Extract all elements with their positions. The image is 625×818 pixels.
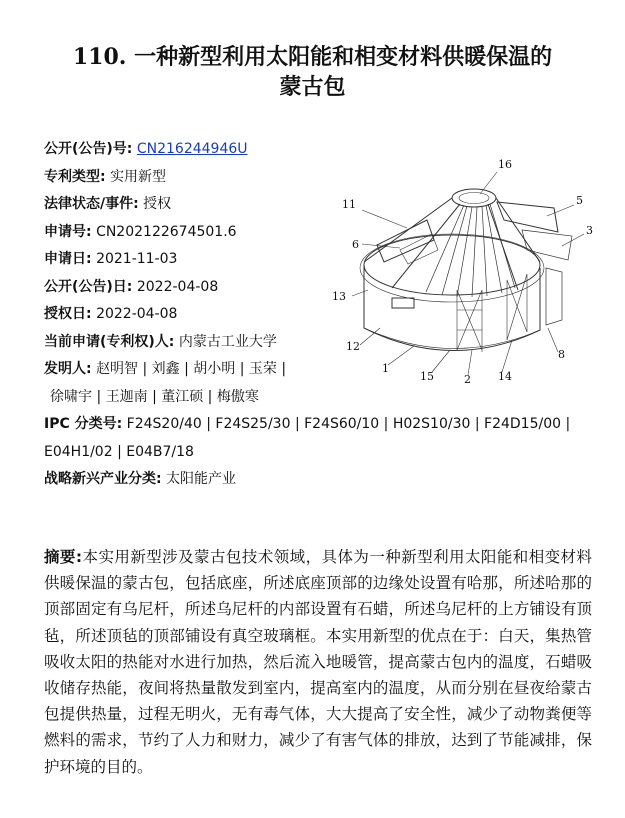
field-value: 太阳能产业 <box>166 471 237 487</box>
field-label: 战略新兴产业分类: <box>44 471 162 487</box>
label-15: 15 <box>420 370 434 383</box>
pub-no-link[interactable]: CN216244946U <box>136 141 248 157</box>
label-12: 12 <box>346 340 360 353</box>
label-2: 2 <box>464 373 471 385</box>
field-label: 公开(公告)号: <box>44 141 133 157</box>
field-label: 专利类型: <box>44 168 106 185</box>
wall-window <box>392 298 414 308</box>
patent-drawing <box>322 150 612 385</box>
field-value: 2022-04-08 <box>96 306 178 322</box>
field-industry <box>44 467 564 495</box>
side-door <box>546 268 562 325</box>
label-6: 6 <box>352 238 359 251</box>
field-label: 申请号: <box>44 223 92 240</box>
field-ipc <box>44 412 571 440</box>
title-line-1: 110. 一种新型利用太阳能和相变材料供暖保温的 <box>72 44 553 70</box>
abstract-text: 本实用新型涉及蒙古包技术领域，具体为一种新型利用太阳能和相变材料供暖保温的蒙古包，包括底座，所述底座顶部的边缘处设置有哈那，所述哈那的顶部固定有乌尼杆，所述乌尼杆的内部设置有石蜡，所述乌尼杆的上方铺设有顶毡，所述顶毡的顶部铺设有真空玻璃框。本实用新型的优点在于：白天，集热管吸收太阳的热能对水进行加热，然后流入地暖管，提高蒙古包内的温度，石蜡吸收储存热能，夜间将热量散发到室内，提高室内的温度，从而分别在昼夜给蒙古包提供热量，过程无明火，无有毒气体，大大提高了安全性，减少了动物粪便等燃料的需求，节约了人力和财力，减少了有害气体的排放，达到了节能减排，保护环境的目的。 <box>44 548 592 776</box>
label-1: 1 <box>382 362 389 375</box>
field-label: 授权日: <box>44 306 92 322</box>
field-value: 实用新型 <box>110 168 167 185</box>
yurt-diagram <box>322 150 612 385</box>
rafters <box>426 204 515 297</box>
field-value: 赵明智 | 刘鑫 | 胡小明 | 玉荣 | <box>96 361 287 377</box>
field-value: CN202122674501.6 <box>96 223 237 240</box>
abstract <box>44 544 592 780</box>
label-5: 5 <box>576 194 583 207</box>
document-title <box>30 42 595 102</box>
label-16: 16 <box>498 158 512 171</box>
field-value: 授权 <box>143 196 172 212</box>
title-line-2: 蒙古包 <box>279 74 346 100</box>
field-value: 2022-04-08 <box>136 278 219 295</box>
field-value: 徐啸宇 | 王迦南 | 董江硕 | 梅傲寒 <box>50 388 259 405</box>
yurt-base-line <box>364 328 540 349</box>
abstract-label: 摘要: <box>44 548 83 566</box>
field-value: F24S20/40 | F24S25/30 | F24S60/10 | H02S10/30 | F24D15/00 | <box>126 416 571 432</box>
solar-collector <box>522 230 572 260</box>
roof-crown <box>452 189 496 207</box>
roof-rim <box>364 235 540 295</box>
roof-panel-right <box>497 202 558 232</box>
field-value: E04H1/02 | E04B7/18 <box>44 443 194 460</box>
field-ipc-cont <box>44 440 564 468</box>
field-inventors-cont <box>44 385 564 413</box>
field-label: 申请日: <box>44 251 92 267</box>
field-value: 内蒙古工业大学 <box>178 333 277 350</box>
label-3: 3 <box>586 224 593 237</box>
field-label: 当前申请(专利权)人: <box>44 333 175 350</box>
label-13: 13 <box>332 290 346 303</box>
roof-crown-inner <box>459 193 489 204</box>
field-value: 2021-11-03 <box>96 251 178 267</box>
field-label: IPC 分类号: <box>44 416 123 432</box>
label-8: 8 <box>558 348 565 361</box>
field-label: 发明人: <box>44 361 92 377</box>
field-label: 法律状态/事件: <box>44 196 139 212</box>
figure-labels <box>332 158 593 385</box>
leader-lines <box>352 172 584 375</box>
label-11: 11 <box>342 198 356 211</box>
field-label: 公开(公告)日: <box>44 278 133 295</box>
label-14: 14 <box>498 370 512 383</box>
